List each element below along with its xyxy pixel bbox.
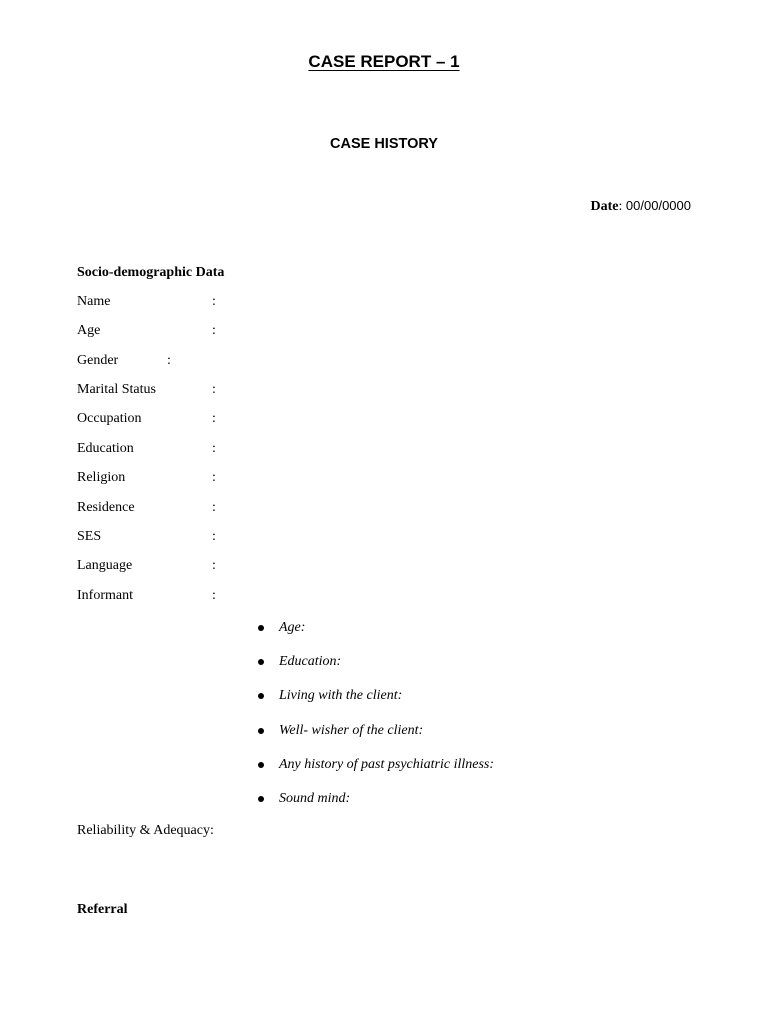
bullet-icon	[258, 693, 264, 699]
field-colon: :	[212, 529, 216, 544]
field-colon: :	[212, 411, 216, 426]
field-label: Marital Status	[77, 382, 156, 397]
field-colon: :	[212, 441, 216, 456]
informant-detail-text: Any history of past psychiatric illness:	[279, 757, 495, 772]
field-informant	[77, 588, 216, 608]
field-label: Residence	[77, 500, 135, 515]
field-label: Name	[77, 294, 111, 309]
field-age	[77, 323, 216, 343]
field-colon: :	[212, 588, 216, 603]
field-colon: :	[212, 500, 216, 515]
bullet-icon	[258, 796, 264, 802]
field-ses	[77, 529, 216, 549]
document-title: CASE REPORT – 1	[308, 52, 460, 71]
date-value: 00/00/0000	[625, 198, 691, 213]
informant-detail-text: Age:	[279, 620, 306, 635]
field-residence	[77, 500, 216, 520]
field-label: Language	[77, 558, 133, 573]
informant-detail-text: Education:	[279, 654, 342, 669]
date-label: Date	[590, 199, 619, 214]
field-gender	[77, 353, 171, 373]
field-label: Age	[77, 323, 101, 338]
field-colon: :	[212, 294, 216, 309]
field-religion	[77, 470, 216, 490]
field-label: Occupation	[77, 411, 142, 426]
referral-heading: Referral	[77, 902, 128, 917]
socio-demographic-heading: Socio-demographic Data	[77, 265, 225, 280]
field-colon: :	[212, 558, 216, 573]
field-label: Religion	[77, 470, 126, 485]
field-label: Gender	[77, 353, 119, 368]
informant-detail-text: Living with the client:	[279, 688, 403, 703]
field-occupation	[77, 411, 216, 431]
field-education	[77, 441, 216, 461]
bullet-icon	[258, 659, 264, 665]
date-separator: :	[618, 199, 626, 214]
date-line	[591, 198, 691, 215]
reliability-adequacy-label: Reliability & Adequacy:	[77, 823, 214, 838]
bullet-icon	[258, 762, 264, 768]
informant-detail-text: Well- wisher of the client:	[279, 723, 424, 738]
field-name	[77, 294, 216, 314]
field-colon: :	[212, 323, 216, 338]
field-label: Education	[77, 441, 134, 456]
document-subtitle: CASE HISTORY	[330, 136, 438, 152]
bullet-icon	[258, 728, 264, 734]
field-language	[77, 558, 216, 578]
field-label: SES	[77, 529, 102, 544]
field-colon: :	[212, 382, 216, 397]
field-colon: :	[167, 353, 171, 368]
field-marital-status	[77, 382, 216, 402]
bullet-icon	[258, 625, 264, 631]
informant-detail-text: Sound mind:	[279, 791, 351, 806]
field-label: Informant	[77, 588, 133, 603]
field-colon: :	[212, 470, 216, 485]
